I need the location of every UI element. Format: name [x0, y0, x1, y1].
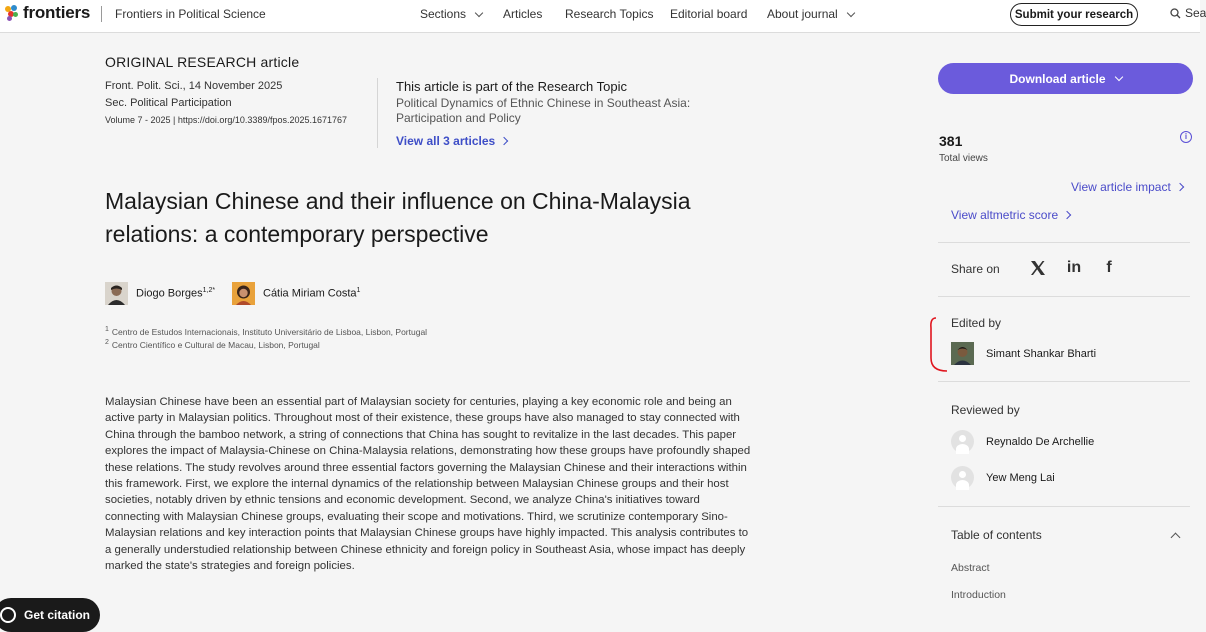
author-avatar: [232, 282, 255, 305]
logo-text: frontiers: [23, 3, 91, 22]
nav-about-journal[interactable]: [767, 7, 854, 21]
share-label: Share on: [951, 262, 1000, 276]
author-sup: 1: [356, 287, 361, 295]
chevron-down-icon: [846, 8, 854, 16]
volume-doi[interactable]: Volume 7 - 2025 | https://doi.org/10.3389/fpos.2025.1671767: [105, 115, 348, 125]
editor-person[interactable]: [951, 342, 1096, 365]
header-divider: [101, 6, 102, 22]
reviewer-person[interactable]: [951, 430, 1094, 453]
chevron-right-icon: [1063, 211, 1071, 219]
chevron-down-icon: [475, 8, 483, 16]
get-citation-label: Get citation: [24, 608, 91, 622]
facebook-icon[interactable]: f: [1106, 259, 1112, 276]
editor-name: Simant Shankar Bharti: [986, 347, 1097, 360]
edited-by-heading: Edited by: [951, 316, 1002, 330]
reviewer-name: Yew Meng Lai: [986, 471, 1055, 484]
nav-sections[interactable]: [420, 7, 482, 21]
red-annotation-bracket: [927, 316, 951, 374]
linkedin-icon[interactable]: in: [1066, 259, 1082, 276]
author-diogo-borges[interactable]: [105, 282, 215, 305]
chevron-up-icon[interactable]: [1171, 533, 1181, 543]
toc-item-introduction[interactable]: Introduction: [951, 589, 1006, 601]
nav-label: Research Topics: [565, 7, 654, 21]
search-icon: [1170, 8, 1181, 19]
reviewer-name: Reynaldo De Archellie: [986, 435, 1095, 448]
top-header: [0, 0, 1206, 33]
nav-label: Articles: [503, 7, 543, 21]
nav-label: Editorial board: [670, 7, 748, 21]
journal-date: Front. Polit. Sci., 14 November 2025: [105, 80, 283, 92]
view-altmetric-link[interactable]: [951, 208, 1070, 222]
author-avatar: [105, 282, 128, 305]
user-placeholder-icon: [951, 430, 974, 453]
submit-research-button[interactable]: Submit your research: [1010, 3, 1138, 26]
toc-item-abstract[interactable]: Abstract: [951, 562, 990, 574]
article-title: Malaysian Chinese and their influence on China-Malaysia relations: a contemporary perspective: [105, 188, 691, 247]
chevron-right-icon: [1176, 183, 1184, 191]
sidebar-divider: [938, 506, 1190, 507]
view-all-articles-label: View all 3 articles: [396, 134, 496, 148]
table-of-contents-heading[interactable]: Table of contents: [951, 528, 1042, 542]
article-type: ORIGINAL RESEARCH article: [105, 54, 300, 70]
chevron-right-icon: [500, 137, 508, 145]
frontiers-logo[interactable]: [5, 3, 90, 23]
abstract-text: Malaysian Chinese have been an essential part of Malaysian society for centuries, playing a key economic role and being an active party in Malaysian politics. Throughout most of their existence, these groups have also managed to stay connected with China through the bamboo network, a string of connections that China has sought to revitalize in the last decades. This paper explores the impact of Malaysia-Chinese on China-Malaysia relations, demonstrating how these groups have profoundly shaped these relations. The study revolves around three essential factors governing the Malaysian Chinese and their interactions within this framework. First, we explore the internal dynamics of the relationship between Malaysian Chinese groups and their host societies, notably driven by ethnic tensions and economic development. Second, we analyze China's initiatives toward connecting with Malaysian Chinese groups, evaluating their scope and motivations. Third, we scrutinize contemporary Sino-Malaysian relations and key interaction points that Malaysian Chinese groups have highly impacted. This analysis contributes to a generally understudied relationship between Chinese ethnicity and foreign policy in Southeast Asia, whose impact has deeply marked the state's strategies and foreign policies.: [105, 396, 751, 573]
altmetric-label: View altmetric score: [951, 208, 1059, 222]
article-section: Sec. Political Participation: [105, 97, 232, 109]
download-label: Download article: [1009, 71, 1106, 86]
research-topic-name[interactable]: Political Dynamics of Ethnic Chinese in Southeast Asia: Participation and Policy: [396, 96, 691, 125]
affiliation-2: $^2$ Centro Científico e Cultural de Macau, Lisbon, Portugal: [105, 339, 320, 350]
search-label: Sea: [1185, 6, 1206, 20]
editor-avatar: [951, 342, 974, 365]
x-twitter-icon[interactable]: [1028, 258, 1048, 278]
research-topic-heading: This article is part of the Research Topic: [396, 79, 627, 94]
view-article-impact-link[interactable]: [1071, 180, 1183, 194]
sidebar-divider: [938, 242, 1190, 243]
sidebar-divider: [938, 381, 1190, 382]
citation-icon: [0, 607, 16, 623]
download-article-button[interactable]: [938, 63, 1193, 94]
search-button[interactable]: [1170, 6, 1206, 20]
journal-name-link[interactable]: Frontiers in Political Science: [115, 7, 266, 21]
affiliation-1: $^1$ Centro de Estudos Internacionais, Instituto Universitário de Lisboa, Lisbon, Portugal: [105, 326, 428, 337]
reviewer-person[interactable]: [951, 466, 1055, 489]
author-name: Diogo Borges$^{1,2*}$: [136, 287, 216, 300]
chevron-down-icon: [1114, 73, 1122, 81]
impact-label: View article impact: [1071, 180, 1171, 194]
reviewed-by-heading: Reviewed by: [951, 403, 1020, 417]
nav-label: Sections: [420, 7, 467, 21]
author-name: Cátia Miriam Costa$^1$: [263, 287, 361, 300]
nav-articles[interactable]: [503, 7, 542, 21]
view-all-articles-link[interactable]: [396, 134, 507, 148]
sidebar-divider: [938, 296, 1190, 297]
info-icon[interactable]: i: [1180, 131, 1192, 143]
nav-editorial-board[interactable]: [670, 7, 747, 21]
meta-divider: [377, 78, 378, 148]
total-views-label: Total views: [939, 153, 988, 164]
author-catia-costa[interactable]: [232, 282, 360, 305]
user-placeholder-icon: [951, 466, 974, 489]
total-views-count: 381: [939, 133, 963, 149]
author-sup: 1,2*: [202, 287, 216, 295]
get-citation-button[interactable]: [0, 598, 100, 632]
nav-label: About journal: [767, 7, 838, 21]
nav-research-topics[interactable]: [565, 7, 654, 21]
frontiers-logo-icon: [5, 5, 19, 21]
